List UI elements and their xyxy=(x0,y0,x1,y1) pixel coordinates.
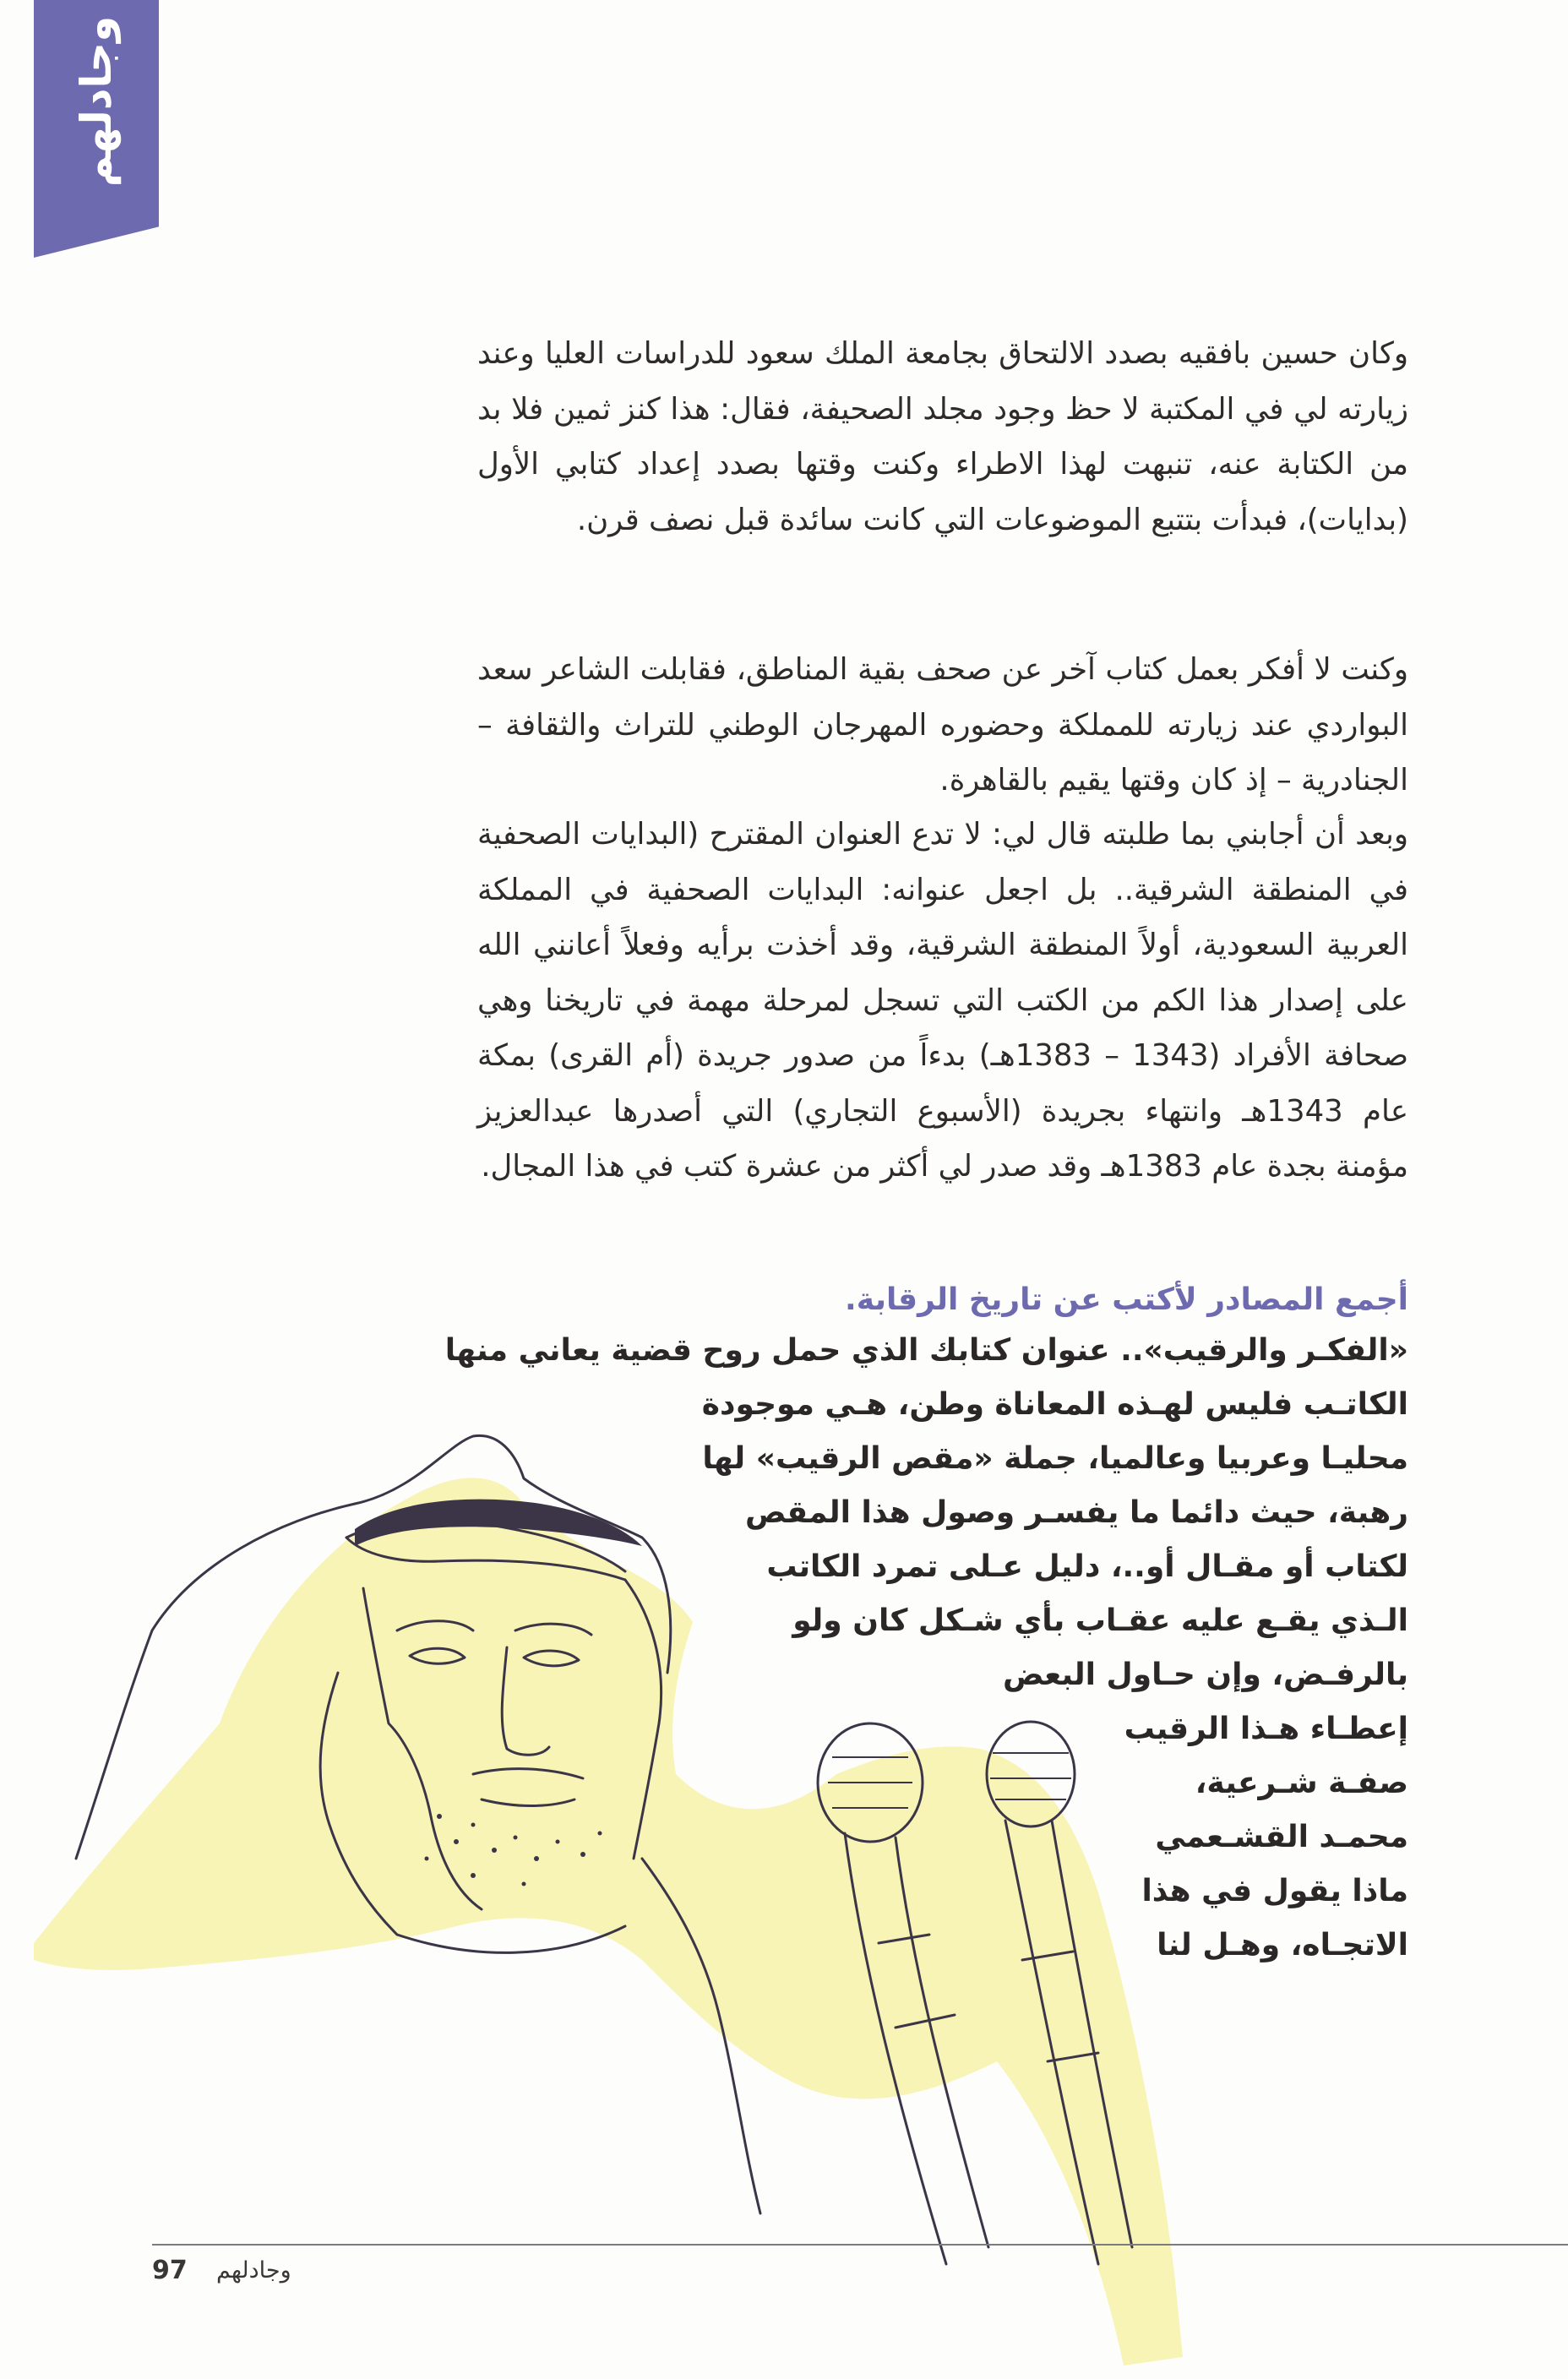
question-intro-line: الـذي يقـع عليه عقـاب بأي شـكل كان ولو xyxy=(792,1603,1408,1638)
article-paragraph: وكنت لا أفكر بعمل كتاب آخر عن صحف بقية المناطق، فقابلت الشاعر سعد البواردي عند زيارته للمملكة وحضوره المهرجان الوطني للتراث والثقافة – الجنادرية – إذ كان وقتها يقيم بالقاهرة. xyxy=(477,652,1408,798)
question-intro-line: «الفكـر والرقيب».. عنوان كتابك الذي حمل روح قضية يعاني منها xyxy=(444,1333,1408,1368)
question-intro-line: لكتاب أو مقـال أو..، دليل عـلى تمرد الكاتب xyxy=(766,1549,1408,1584)
section-tab-label: وجادلهم xyxy=(72,15,121,188)
question-intro-line: الكاتـب فليس لهـذه المعاناة وطن، هـي موجودة xyxy=(701,1387,1408,1422)
question-intro-line: ماذا يقول في هذا xyxy=(1141,1874,1408,1908)
question-intro-line: محمـد القشـعمي xyxy=(1155,1820,1408,1854)
footer-rule xyxy=(152,2244,1568,2246)
page-number: 97 xyxy=(152,2256,188,2285)
question-intro-line: إعطـاء هـذا الرقيب xyxy=(1124,1712,1408,1746)
question-intro-line: رهبة، حيث دائما ما يفسـر وصول هذا المقص xyxy=(744,1495,1408,1530)
footer-section-name: وجادلهم xyxy=(216,2257,291,2284)
article-paragraph: وكان حسين بافقيه بصدد الالتحاق بجامعة الملك سعود للدراسات العليا وعند زيارته لي في المكتبة لا حظ وجود مجلد الصحيفة، فقال: هذا كنز ثمين فلا بد من الكتابة عنه، تنبهت لهذا الاطراء وكنت وقتها بصدد إعداد كتابي الأول (بدايات)، فبدأت بتتبع الموضوعات التي كانت سائدة قبل نصف قرن. xyxy=(477,336,1408,537)
question-intro-line: الاتجـاه، وهـل لنا xyxy=(1157,1928,1408,1963)
question-heading: أجمع المصادر لأكتب عن تاريخ الرقابة. xyxy=(845,1282,1408,1317)
question-intro-line: محليـا وعربيا وعالميا، جملة «مقص الرقيب» لها xyxy=(702,1441,1408,1476)
article-paragraph: وبعد أن أجابني بما طلبته قال لي: لا تدع العنوان المقترح (البدايات الصحفية في المنطقة الشرقية.. بل اجعل عنوانه: البدايات الصحفية في المملكة العربية السعودية، أولاً المنطقة الشرقية، وقد أخذت برأيه وفعلاً أعانني الله على إصدار هذا الكم من الكتب التي تسجل لمرحلة مهمة في تاريخنا وهي صحافة الأفراد (1343 – 1383هـ) بدءاً من صدور جريدة (أم القرى) بمكة عام 1343هـ وانتهاء بجريدة (الأسبوع التجاري) التي أصدرها عبدالعزيز مؤمنة بجدة عام 1383هـ وقد صدر لي أكثر من عشرة كتب في هذا المجال. xyxy=(477,817,1408,1184)
question-intro-line: صفـة شـرعية، xyxy=(1195,1766,1408,1800)
question-intro-line: بالرفـض، وإن حـاول البعض xyxy=(1002,1658,1408,1692)
